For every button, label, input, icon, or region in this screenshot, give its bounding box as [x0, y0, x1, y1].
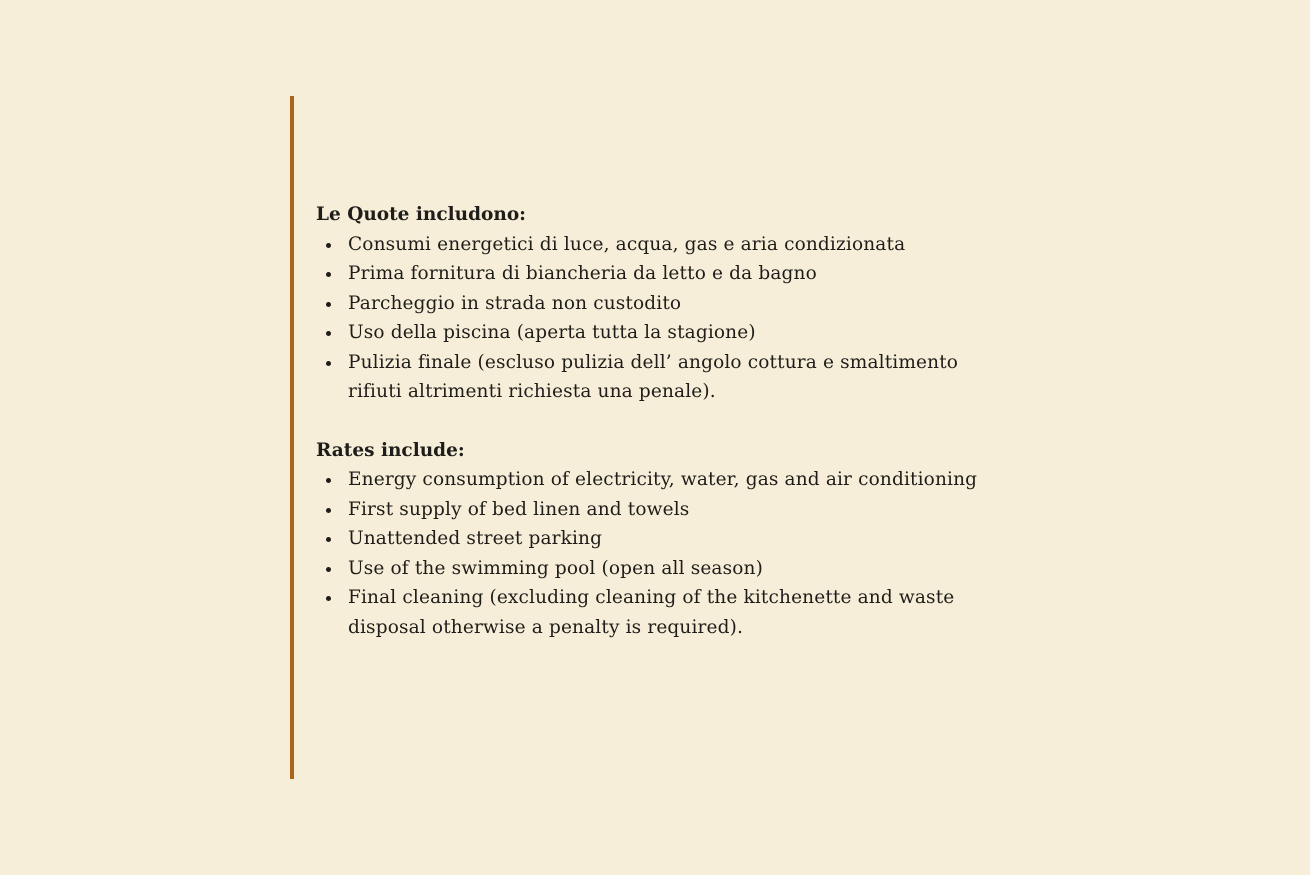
list-item: [316, 495, 1006, 525]
list-item: [316, 554, 1006, 584]
list-item: [316, 289, 1006, 319]
list-item-text: Final cleaning (excluding cleaning of the kitchenette and waste disposal otherwise a penalty is required).: [348, 587, 955, 638]
list-item-text: Prima fornitura di biancheria da letto e da bagno: [348, 263, 817, 284]
italian-heading: Le Quote includono:: [316, 204, 526, 225]
list-item: [316, 348, 1006, 407]
rates-content: [316, 200, 1006, 642]
list-item-text: Energy consumption of electricity, water, gas and air conditioning: [348, 469, 978, 490]
english-heading: Rates include:: [316, 439, 465, 461]
list-item-text: Use of the swimming pool (open all season): [348, 557, 763, 579]
list-item: [316, 465, 1006, 495]
english-section: [316, 436, 1006, 643]
list-item: [316, 318, 1006, 348]
bullet-icon: [326, 243, 331, 248]
list-item-text: Uso della piscina (aperta tutta la stagione): [348, 322, 756, 343]
list-item: [316, 230, 1006, 260]
bullet-icon: [326, 508, 331, 513]
accent-bar: [290, 96, 294, 779]
italian-list: [316, 230, 1006, 407]
bullet-icon: [326, 596, 331, 601]
list-item-text: Parcheggio in strada non custodito: [348, 292, 682, 314]
list-item-text: Consumi energetici di luce, acqua, gas e aria condizionata: [348, 233, 906, 255]
bullet-icon: [326, 331, 331, 336]
italian-section: [316, 200, 1006, 407]
bullet-icon: [326, 537, 331, 542]
list-item-text: Unattended street parking: [348, 528, 603, 549]
list-item-text: First supply of bed linen and towels: [348, 498, 690, 520]
list-item: [316, 524, 1006, 554]
bullet-icon: [326, 478, 331, 483]
list-item: [316, 259, 1006, 289]
list-item-text: Pulizia finale (escluso pulizia dell’ angolo cottura e smaltimento rifiuti altrimenti richiesta una penale).: [348, 351, 959, 402]
list-item: [316, 583, 1006, 642]
bullet-icon: [326, 272, 331, 277]
bullet-icon: [326, 567, 331, 572]
bullet-icon: [326, 302, 331, 307]
bullet-icon: [326, 361, 331, 366]
english-list: [316, 465, 1006, 642]
